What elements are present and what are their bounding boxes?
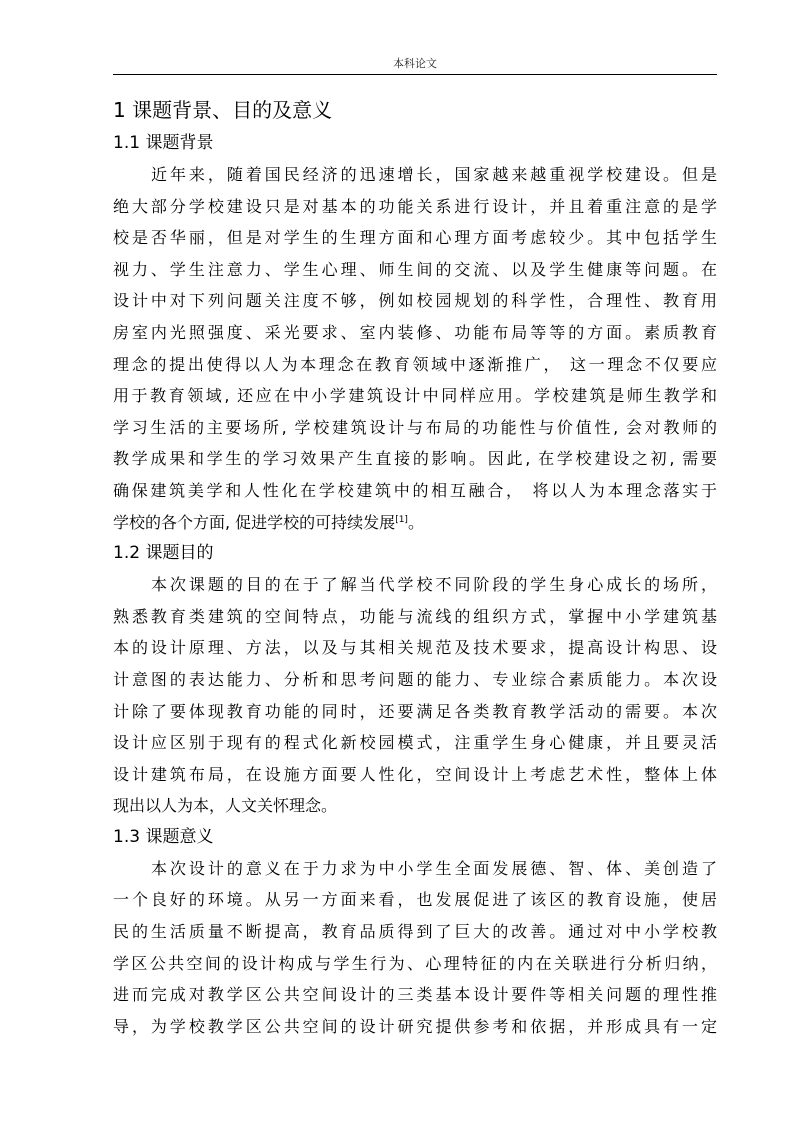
text-fragment: 。 [407, 512, 424, 532]
text-line: 本次课题的目的在于了解当代学校不同阶段的学生身心成长的场所， [151, 575, 717, 595]
header-rule [113, 74, 717, 75]
text-line: 民的生活质量不断提高，教育品质得到了巨大的改善。通过对中小学校教 [113, 922, 717, 942]
text-line: 计除了要体现教育功能的同时，还要满足各类教育教学活动的需要。本次 [113, 701, 717, 721]
text-fragment: 学校的各个方面, 促进学校的可持续发展 [113, 512, 396, 532]
text-line: 设计中对下列问题关注度不够，例如校园规划的科学性，合理性、教育用 [113, 291, 717, 311]
text-line: 导，为学校教学区公共空间的设计研究提供参考和依据，并形成具有一定 [113, 1016, 717, 1036]
text-line: 进而完成对教学区公共空间设计的三类基本设计要件等相关问题的理性推 [113, 985, 717, 1005]
document-body [113, 92, 717, 1042]
text-line: 近年来，随着国民经济的迅速增长，国家越来越重视学校建设。但是 [151, 165, 717, 184]
text-line: 学区公共空间的设计构成与学生行为、心理特征的内在关联进行分析归纳， [113, 953, 717, 973]
section-heading-1-3: 1.3 课题意义 [113, 826, 214, 847]
text-line: 设计应区别于现有的程式化新校园模式，注重学生身心健康，并且要灵活 [113, 733, 717, 753]
text-line: 校是否华丽，但是对学生的生理方面和心理方面考虑较少。其中包括学生 [113, 228, 717, 248]
text-line: 本的设计原理、方法，以及与其相关规范及技术要求，提高设计构思、设 [113, 638, 717, 658]
paragraph-significance [113, 853, 717, 1043]
text-line: 熟悉教育类建筑的空间特点，功能与流线的组织方式，掌握中小学建筑基 [113, 606, 717, 626]
text-line: 房室内光照强度、采光要求、室内装修、功能布局等等的方面。素质教育 [113, 322, 717, 342]
paragraph-background [113, 159, 717, 538]
text-line: 学习生活的主要场所, 学校建筑设计与布局的功能性与价值性, 会对教师的 [113, 417, 717, 437]
text-line: 设计建筑布局，在设施方面要人性化，空间设计上考虑艺术性，整体上体 [113, 764, 717, 784]
text-line: 绝大部分学校建设只是对基本的功能关系进行设计，并且着重注意的是学 [113, 196, 717, 216]
text-line: 现出以人为本，人文关怀理念。 [113, 796, 338, 816]
text-line: 本次设计的意义在于力求为中小学生全面发展德、智、体、美创造了 [151, 858, 717, 878]
text-line: 一个良好的环境。从另一方面来看，也发展促进了该区的教育设施，使居 [113, 890, 717, 910]
section-heading-1-2: 1.2 课题目的 [113, 543, 214, 564]
chapter-heading: 1 课题背景、目的及意义 [113, 98, 333, 122]
text-line: 确保建筑美学和人性化在学校建筑中的相互融合， 将以人为本理念落实于 [113, 480, 717, 500]
running-header: 本科论文 [393, 57, 437, 70]
text-line: 教学成果和学生的学习效果产生直接的影响。因此, 在学校建设之初, 需要 [113, 449, 717, 469]
citation-ref: [1] [395, 514, 408, 525]
text-line [113, 507, 717, 539]
paragraph-purpose [113, 569, 717, 822]
text-line: 理念的提出使得以人为本理念在教育领域中逐渐推广， 这一理念不仅要应 [113, 354, 717, 374]
text-line: 用于教育领域, 还应在中小学建筑设计中同样应用。学校建筑是师生教学和 [113, 386, 717, 406]
text-line: 视力、学生注意力、学生心理、师生间的交流、以及学生健康等问题。在 [113, 259, 717, 279]
text-line: 计意图的表达能力、分析和思考问题的能力、专业综合素质能力。本次设 [113, 669, 717, 689]
section-heading-1-1: 1.1 课题背景 [113, 133, 214, 153]
